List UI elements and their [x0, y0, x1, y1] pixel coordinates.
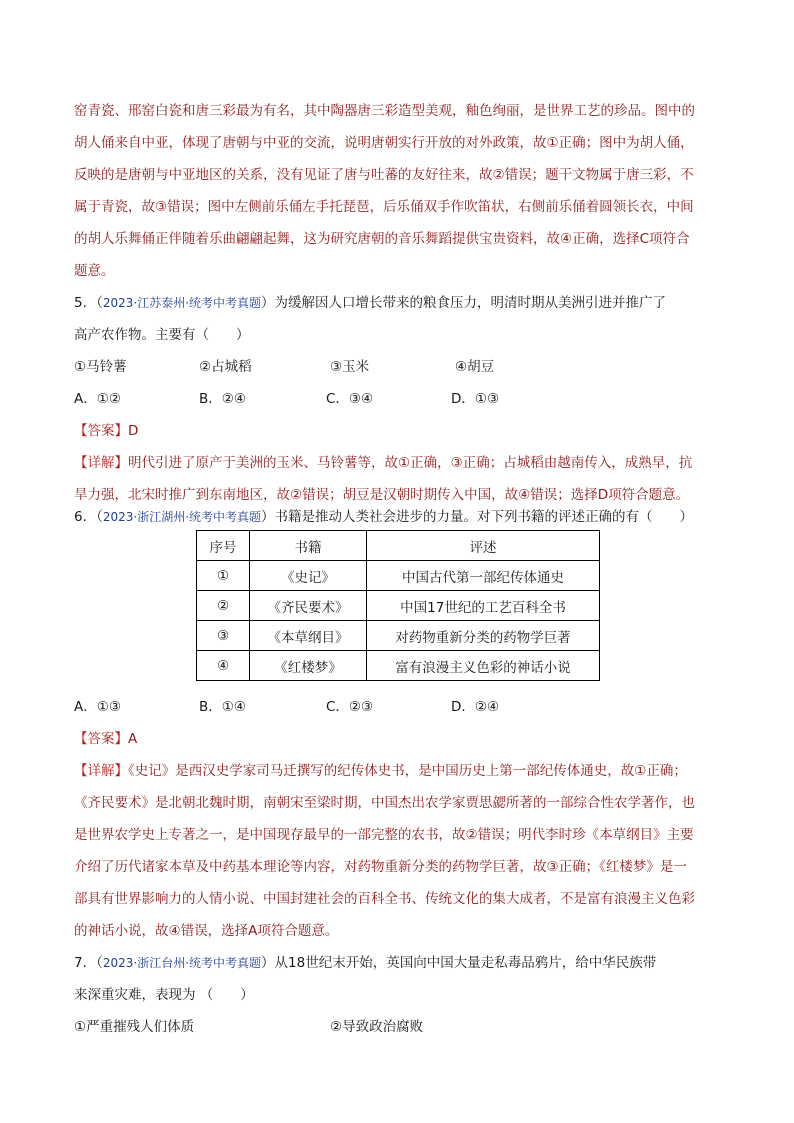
option-b: B．②④: [199, 391, 246, 407]
table-cell: ①: [197, 561, 250, 591]
option-b: B．①④: [199, 699, 246, 715]
table-cell: 对药物重新分类的药物学巨著: [367, 621, 600, 651]
explain-line: 是世界农学史上专著之一，是中国现存最早的一部完整的农书，故②错误；明代李时珍《本草纲目》主要: [74, 827, 694, 843]
option-a: A．①②: [74, 391, 121, 407]
table-cell: 《本草纲目》: [250, 621, 367, 651]
explain-line: [74, 454, 692, 472]
question-source: 2023·浙江湖州·统考中考真题: [102, 510, 262, 524]
explain-label: 【详解】: [74, 455, 128, 471]
explain-line: 的胡人乐舞俑正伴随着乐曲翩翩起舞，这为研究唐朝的音乐舞蹈提供宝贵资料，故④正确，选择C项符合: [74, 231, 690, 247]
table-cell: ③: [197, 621, 250, 651]
header-cell: 评述: [367, 531, 600, 561]
item: ②导致政治腐败: [330, 1019, 424, 1035]
explain-text: 《史记》是西汉史学家司马迁撰写的纪传体史书，是中国历史上第一部纪传体通史，故①正确；: [128, 763, 687, 779]
question-stem-cont: 高产农作物。主要有（ ）: [74, 327, 250, 343]
table-cell: 中国17世纪的工艺百科全书: [367, 591, 600, 621]
header-cell: 序号: [197, 531, 250, 561]
table-row: [197, 621, 600, 651]
explain-line: [74, 762, 687, 780]
table-row: [197, 591, 600, 621]
explain-text: 明代引进了原产于美洲的玉米、马铃薯等，故①正确，③正确；占城稻由越南传入，成熟早，抗: [128, 455, 693, 471]
table-header-row: [197, 531, 600, 561]
explain-line: 反映的是唐朝与中亚地区的关系，没有见证了唐与吐蕃的友好往来，故②错误；题干文物属于唐三彩，不: [74, 167, 694, 183]
answer-value: A: [128, 731, 138, 747]
stem-text: ）为缓解因人口增长带来的粮食压力，明清时期从美洲引进并推广了: [261, 295, 667, 311]
explain-line: 窑青瓷、邢窑白瓷和唐三彩最为有名，其中陶器唐三彩造型美观，釉色绚丽，是世界工艺的珍品。图中的: [74, 103, 695, 119]
question-source: 2023·江苏泰州·统考中考真题: [102, 296, 262, 310]
table-cell: ④: [197, 651, 250, 681]
stem-text: ）从18世纪末开始，英国向中国大量走私毒品鸦片，给中华民族带: [261, 955, 657, 971]
explain-line: 介绍了历代诸家本草及中药基本理论等内容，对药物重新分类的药物学巨著，故③正确；《红楼梦》是一: [74, 859, 687, 875]
option-a: A．①③: [74, 699, 121, 715]
explain-line: 题意。: [74, 263, 115, 279]
question-source: 2023·浙江台州·统考中考真题: [102, 956, 262, 970]
answer-line: [74, 730, 137, 748]
table-row: [197, 561, 600, 591]
table-cell: 《齐民要术》: [250, 591, 367, 621]
explain-line: 属于青瓷，故③错误；图中左侧前乐俑左手托琵琶，后乐俑双手作吹笛状，右侧前乐俑着圆领长衣，中间: [74, 199, 694, 215]
option-d: D．①③: [451, 391, 500, 407]
stem-text: ）书籍是推动人类社会进步的力量。对下列书籍的评述正确的有（ ）: [261, 509, 694, 525]
answer-label: 【答案】: [74, 731, 128, 747]
question-stem: [74, 294, 666, 312]
question-number: 5．（: [74, 295, 103, 311]
table-cell: 富有浪漫主义色彩的神话小说: [367, 651, 600, 681]
explain-line: 部具有世界影响力的人情小说、中国封建社会的百科全书、传统文化的集大成者，不是富有浪漫主义色彩: [74, 891, 695, 907]
explain-line: 《齐民要术》是北朝北魏时期，南朝宋至梁时期，中国杰出农学家贾思勰所著的一部综合性农学著作，也: [74, 795, 695, 811]
item: ③玉米: [330, 359, 370, 375]
question-number: 6．（: [74, 509, 103, 525]
explain-line: 的神话小说，故④错误，选择A项符合题意。: [74, 923, 339, 939]
option-c: C．②③: [326, 699, 374, 715]
table-cell: ②: [197, 591, 250, 621]
explain-line: 胡人俑来自中亚，体现了唐朝与中亚的交流，说明唐朝实行开放的对外政策，故①正确；图中为胡人俑，: [74, 135, 694, 151]
table-cell: 《红楼梦》: [250, 651, 367, 681]
answer-line: [74, 422, 138, 440]
answer-label: 【答案】: [74, 423, 128, 439]
question-number: 7．（: [74, 955, 103, 971]
explain-label: 【详解】: [74, 763, 128, 779]
table-cell: 《史记》: [250, 561, 367, 591]
table-cell: 中国古代第一部纪传体通史: [367, 561, 600, 591]
option-d: D．②④: [451, 699, 500, 715]
question-stem: [74, 508, 693, 526]
item: ①马铃薯: [74, 359, 127, 375]
table-row: [197, 651, 600, 681]
question-stem: [74, 954, 656, 972]
item: ②占城稻: [199, 359, 252, 375]
explain-line: 旱力强，北宋时推广到东南地区，故②错误；胡豆是汉朝时期传入中国，故④错误；选择D项符合题意。: [74, 487, 690, 503]
item: ①严重摧残人们体质: [74, 1019, 195, 1035]
option-c: C．③④: [326, 391, 374, 407]
answer-value: D: [128, 423, 139, 439]
item: ④胡豆: [455, 359, 495, 375]
books-table: [196, 530, 600, 681]
question-stem-cont: 来深重灾难，表现为 （ ）: [74, 987, 254, 1003]
header-cell: 书籍: [250, 531, 367, 561]
